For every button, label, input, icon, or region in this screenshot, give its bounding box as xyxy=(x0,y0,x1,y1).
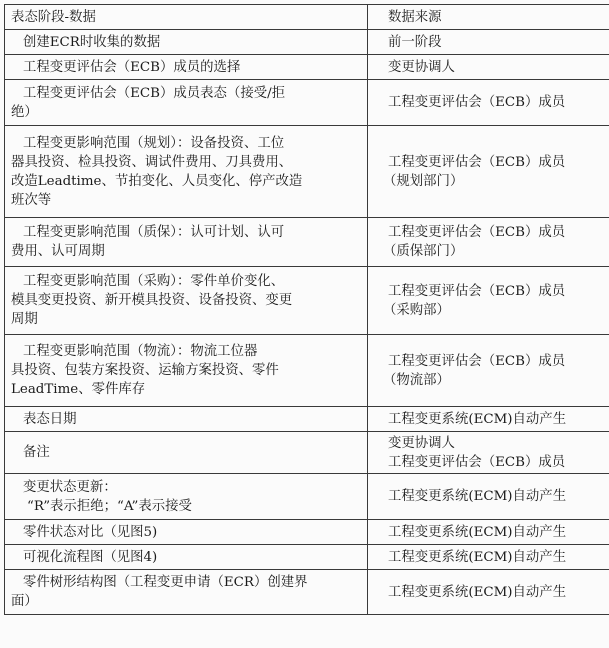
cell-text: 变更协调人 xyxy=(388,59,455,75)
cell-text: （质保部门） xyxy=(383,244,464,259)
table-row xyxy=(5,218,609,267)
cell-text: 工程变更评估会（ECB）成员的选择 xyxy=(23,59,241,75)
stage-data-cell xyxy=(5,474,368,520)
stage-data-cell xyxy=(5,30,368,55)
data-source-cell xyxy=(368,267,609,335)
data-source-cell xyxy=(368,30,609,55)
cell-text: 工程变更影响范围（质保）：认可计划、认可 xyxy=(23,225,285,240)
stage-data-cell xyxy=(5,218,368,267)
cell-text: （物流部） xyxy=(383,372,450,388)
data-source-cell xyxy=(368,407,609,432)
cell-text: 绝） xyxy=(11,104,38,120)
cell-text: 工程变更评估会（ECB）成员 xyxy=(388,454,566,470)
cell-text: 工程变更评估会（ECB）成员 xyxy=(388,154,566,170)
stage-data-cell xyxy=(5,80,368,126)
data-source-cell xyxy=(368,335,609,407)
stage-data-cell xyxy=(5,335,368,407)
cell-text: 模具变更投资、新开模具投资、设备投资、变更 xyxy=(11,293,293,308)
table-row xyxy=(5,335,609,407)
data-source-cell xyxy=(368,55,609,80)
cell-text: 工程变更评估会（ECB）成员 xyxy=(388,283,566,299)
data-source-table xyxy=(4,4,609,615)
cell-text: （规划部门） xyxy=(383,173,464,189)
cell-text: 器具投资、检具投资、调试件费用、刀具费用、 xyxy=(11,154,293,170)
header-cell-stage-data xyxy=(5,5,368,30)
table-row xyxy=(5,474,609,520)
cell-text: 工程变更影响范围（物流）：物流工位器 xyxy=(23,344,258,359)
table-row xyxy=(5,126,609,218)
cell-text: 工程变更系统(ECM)自动产生 xyxy=(388,584,567,600)
cell-text: 工程变更评估会（ECB）成员 xyxy=(388,225,566,240)
cell-text: 工程变更系统(ECM)自动产生 xyxy=(388,524,567,540)
stage-data-cell xyxy=(5,432,368,474)
cell-text: 变更状态更新： xyxy=(23,479,117,495)
data-source-cell xyxy=(368,570,609,615)
cell-text: 工程变更评估会（ECB）成员 xyxy=(388,95,566,110)
header-label: 表态阶段-数据 xyxy=(11,9,96,25)
data-source-cell xyxy=(368,126,609,218)
cell-text: 面） xyxy=(11,594,38,609)
cell-text: 工程变更系统(ECM)自动产生 xyxy=(388,489,567,504)
cell-text: 工程变更评估会（ECB）成员 xyxy=(388,353,566,369)
stage-data-cell xyxy=(5,570,368,615)
cell-text: 创建ECR时收集的数据 xyxy=(23,34,161,50)
data-source-cell xyxy=(368,80,609,126)
table-row xyxy=(5,30,609,55)
cell-text: 周期 xyxy=(11,312,38,327)
cell-text: 具投资、包装方案投资、运输方案投资、零件 xyxy=(11,363,279,378)
stage-data-cell xyxy=(5,267,368,335)
cell-text: LeadTime、零件库存 xyxy=(11,382,146,397)
cell-text: 工程变更影响范围（规划）：设备投资、工位 xyxy=(23,135,285,151)
table-row xyxy=(5,407,609,432)
cell-text: 可视化流程图（见图4) xyxy=(23,549,158,565)
stage-data-cell xyxy=(5,520,368,545)
stage-data-cell xyxy=(5,126,368,218)
data-source-cell xyxy=(368,545,609,570)
table-row xyxy=(5,267,609,335)
data-source-cell xyxy=(368,520,609,545)
cell-text: 工程变更系统(ECM)自动产生 xyxy=(388,549,567,565)
cell-text: 工程变更系统(ECM)自动产生 xyxy=(388,411,567,427)
data-source-cell xyxy=(368,474,609,520)
cell-text: 零件树形结构图（工程变更申请（ECR）创建界 xyxy=(23,575,308,590)
data-source-cell xyxy=(368,218,609,267)
cell-text: 工程变更影响范围（采购）：零件单价变化、 xyxy=(23,274,285,289)
table-row xyxy=(5,80,609,126)
cell-text: 备注 xyxy=(23,445,50,460)
cell-text: 班次等 xyxy=(11,192,52,208)
table-row xyxy=(5,432,609,474)
table-row xyxy=(5,520,609,545)
table-row xyxy=(5,545,609,570)
data-source-cell xyxy=(368,432,609,474)
header-cell-data-source xyxy=(368,5,609,30)
table-header-row xyxy=(5,5,609,30)
cell-text: 前一阶段 xyxy=(388,34,442,50)
table-row xyxy=(5,55,609,80)
cell-text: （采购部） xyxy=(383,302,450,318)
cell-text: 零件状态对比（见图5) xyxy=(23,524,158,540)
stage-data-cell xyxy=(5,545,368,570)
cell-text: 工程变更评估会（ECB）成员表态（接受/拒 xyxy=(23,85,286,101)
table-row xyxy=(5,570,609,615)
cell-text: 变更协调人 xyxy=(388,435,455,451)
cell-text: 改造Leadtime、节拍变化、人员变化、停产改造 xyxy=(11,173,303,189)
cell-text: “R”表示拒绝；“A”表示接受 xyxy=(27,498,192,514)
cell-text: 费用、认可周期 xyxy=(11,244,105,259)
stage-data-cell xyxy=(5,407,368,432)
header-label: 数据来源 xyxy=(388,9,442,25)
stage-data-cell xyxy=(5,55,368,80)
cell-text: 表态日期 xyxy=(23,411,77,427)
